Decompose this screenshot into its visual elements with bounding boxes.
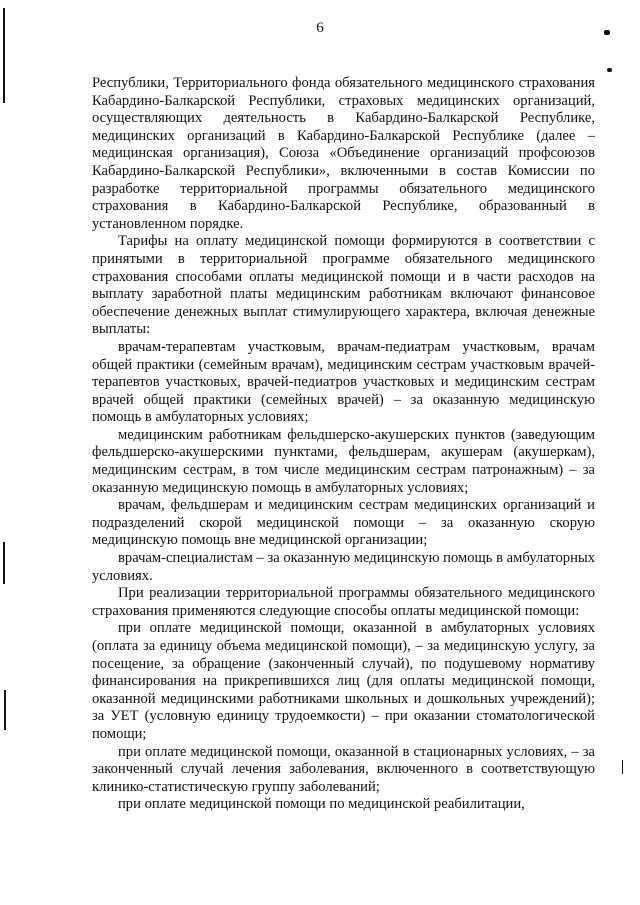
scan-dot bbox=[607, 68, 612, 72]
scan-dot bbox=[622, 760, 623, 774]
list-item: при оплате медицинской помощи по медицинской реабилитации, bbox=[118, 796, 525, 813]
list-item: при оплате медицинской помощи, оказанной в амбулаторных условиях (оплата за единицу объема медицинской помощи), – за медицинскую услугу, за посещение, за обращение (законченный случай), по подушевому нормативу финансирования на прикрепившихся лиц (для оплаты медицинской помощи, оказанной медицинскими работниками школьных и дошкольных учреждений); за УЕТ (условную единицу трудоемкости) – при оказании стоматологической помощи; bbox=[92, 620, 595, 742]
paragraph: Республики, Территориального фонда обязательного медицинского страхования Кабардино-Балкарской Республики, страховых медицинских организаций, осуществляющих деятельность в Кабардино-Балкарской Республике, медицинских организаций в Кабардино-Балкарской Республике (далее – медицинская организация), Союза «Объединение организаций профсоюзов Кабардино-Балкарской Республики», включенными в состав Комиссии по разработке территориальной программы обязательного медицинского страхования в Кабардино-Балкарской Республике, образованный в установленном порядке. bbox=[92, 75, 595, 232]
list-item: медицинским работникам фельдшерско-акушерских пунктов (заведующим фельдшерско-акушерскими пунктами, фельдшерам, акушерам (акушеркам), медицинским сестрам, в том числе медицинским сестрам патронажным) – за оказанную медицинскую помощь в амбулаторных условиях; bbox=[92, 426, 595, 496]
scan-edge-mark bbox=[3, 542, 5, 584]
page-number: 6 bbox=[316, 20, 324, 36]
paragraph: При реализации территориальной программы обязательного медицинского страхования применяются следующие способы оплаты медицинской помощи: bbox=[92, 585, 595, 619]
scan-edge-mark bbox=[4, 690, 6, 730]
list-item: при оплате медицинской помощи, оказанной в стационарных условиях, – за законченный случай лечения заболевания, включенного в соответствующую клинико-статистическую группу заболеваний; bbox=[92, 743, 595, 795]
list-item: врачам, фельдшерам и медицинским сестрам медицинских организаций и подразделений скорой медицинской помощи – за оказанную скорую медицинскую помощь вне медицинской организации; bbox=[92, 497, 595, 549]
document-body bbox=[92, 75, 595, 814]
list-item: врачам-терапевтам участковым, врачам-педиатрам участковым, врачам общей практики (семейным врачам), медицинским сестрам участковым врачей-терапевтов участковых, врачей-педиатров участковых и медицинским сестрам врачей общей практики (семейных врачей) – за оказанную медицинскую помощь в амбулаторных условиях; bbox=[92, 338, 595, 426]
paragraph: Тарифы на оплату медицинской помощи формируются в соответствии с принятыми в территориальной программе обязательного медицинского страхования способами оплаты медицинской помощи и в части расходов на выплату заработной платы медицинским работникам включают финансовое обеспечение денежных выплат стимулирующего характера, включая денежные выплаты: bbox=[92, 233, 595, 338]
list-item: врачам-специалистам – за оказанную медицинскую помощь в амбулаторных условиях. bbox=[92, 550, 595, 584]
